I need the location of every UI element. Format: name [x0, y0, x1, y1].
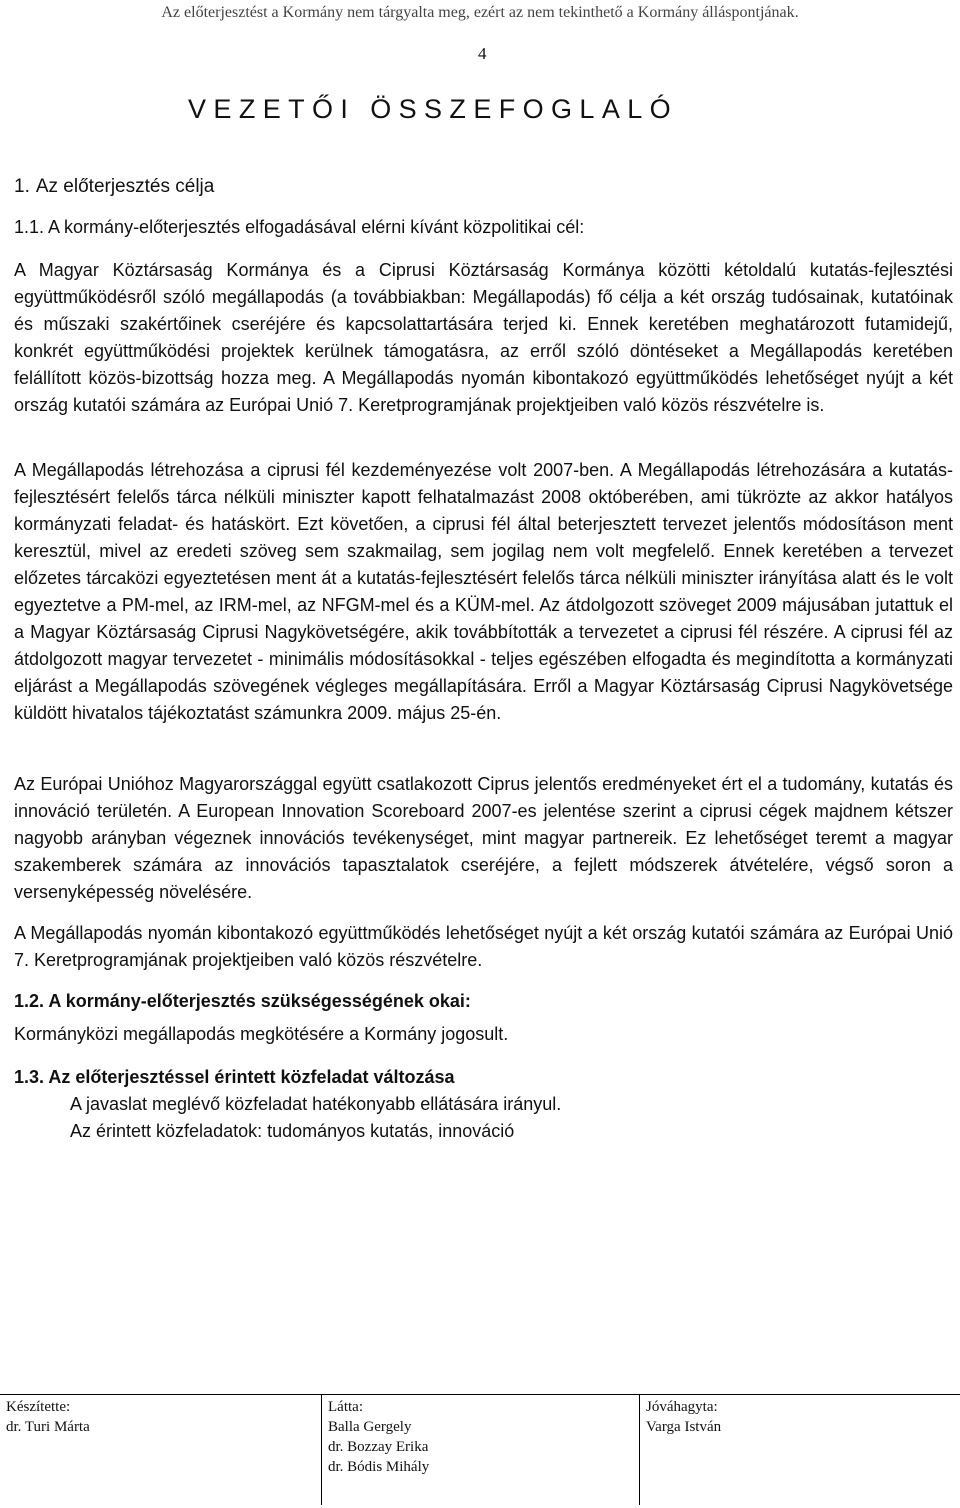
prepared-label: Készítette:	[6, 1399, 71, 1415]
section-title: Az előterjesztés célja	[35, 176, 215, 197]
approved-label: Jóváhagyta:	[646, 1399, 718, 1415]
section-number: 1.	[14, 176, 30, 197]
signature-approved	[640, 1395, 960, 1505]
document-body	[14, 214, 953, 1145]
paragraph-cyprus-results: Az Európai Unióhoz Magyarországgal együtt csatlakozott Ciprus jelentős eredményeket ért el a tudomány, kutatás és innováció területén. A European Innovation Scoreboard 2007-es jelentése szerint a ciprusi cégek majdnem kétszer nagyobb arányban végeznek innovációs tevékenységet, mint magyar partnereik. Ez lehetőséget teremt a magyar szakemberek számára az innovációs tapasztalatok cseréjére, a fejlett módszerek átvételére, végső soron a versenyképesség növelésére.	[14, 774, 953, 902]
seen-name: dr. Bozzay Erika	[328, 1439, 429, 1455]
paragraph-eu-framework: A Megállapodás nyomán kibontakozó együttműködés lehetőséget nyújt a két ország kutatói számára az Európai Unió 7. Keretprogramjának projektjeiben való közös részvételre.	[14, 923, 953, 970]
subsection-1-3-line-1: A javaslat meglévő közfeladat hatékonyabb ellátására irányul.	[70, 1094, 562, 1114]
paragraph-objective: A Magyar Köztársaság Kormánya és a Ciprusi Köztársaság Kormánya közötti kétoldalú kutatás-fejlesztési együttműködésről szóló megállapodás (a továbbiakban: Megállapodás) fő célja a két ország tudósainak, kutatóinak és műszaki szakértőinek cseréjére és kapcsolattartására terjed ki. Ennek keretében meghatározott futamidejű, konkrét együttműködési projektek kerülnek támogatásra, az erről szóló döntéseket a Megállapodás keretében felállított közös-bizottság hozza meg. A Megállapodás nyomán kibontakozó együttműködés lehetőséget nyújt a két ország kutatói számára az Európai Unió 7. Keretprogramjának projektjeiben való közös részvételre is.	[14, 260, 953, 415]
section-heading	[14, 176, 214, 198]
subsection-1-3-line-2: Az érintett közfeladatok: tudományos kutatás, innováció	[70, 1121, 515, 1141]
subsection-1-1-heading: 1.1. A kormány-előterjesztés elfogadásával elérni kívánt közpolitikai cél:	[14, 217, 585, 237]
signature-seen	[322, 1395, 640, 1505]
paragraph-history: A Megállapodás létrehozása a ciprusi fél kezdeményezése volt 2007-ben. A Megállapodás létrehozására a kutatás-fejlesztésért felelős tárca nélküli miniszter kapott felhatalmazást 2008 októberében, ami tükrözte az akkor hatályos kormányzati feladat- és hatáskört. Ezt követően, a ciprusi fél által beterjesztett tervezet jelentős módosításon ment keresztül, mivel az eredeti szöveg sem szakmailag, sem jogilag nem volt megfelelő. Ennek keretében a tervezet előzetes tárcaközi egyeztetésen ment át a kutatás-fejlesztésért felelős tárca nélküli miniszter irányítása alatt és le volt egyeztetve a PM-mel, az IRM-mel, az NFGM-mel és a KÜM-mel. Az átdolgozott szöveget 2009 májusában jutattuk el a Magyar Köztársaság Ciprusi Nagykövetségére, akik továbbították a tervezetet a ciprusi fél részére. A ciprusi fél az átdolgozott magyar tervezetet - minimális módosításokkal - teljes egészében elfogadta és megindította a kormányzati eljárást a Megállapodás szövegének végleges megállapítására. Erről a Magyar Köztársaság Ciprusi Nagykövetsége küldött hivatalos tájékoztatást számunkra 2009. május 25-én.	[14, 460, 953, 723]
subsection-1-3-heading: 1.3. Az előterjesztéssel érintett közfeladat változása	[14, 1067, 455, 1087]
header-notice: Az előterjesztést a Kormány nem tárgyalta meg, ezért az nem tekinthető a Kormány álláspontjának.	[161, 4, 799, 21]
document-title: VEZETŐI ÖSSZEFOGLALÓ	[188, 94, 679, 124]
signature-table	[0, 1394, 960, 1505]
seen-name: dr. Bódis Mihály	[328, 1459, 430, 1475]
seen-label: Látta:	[328, 1399, 363, 1415]
signature-prepared	[0, 1395, 322, 1505]
page-number: 4	[478, 44, 487, 63]
subsection-1-2-text: Kormányközi megállapodás megkötésére a Kormány jogosult.	[14, 1024, 509, 1044]
prepared-name: dr. Turi Márta	[6, 1419, 90, 1435]
subsection-1-2-heading: 1.2. A kormány-előterjesztés szükségességének okai:	[14, 991, 471, 1011]
approved-name: Varga István	[646, 1419, 722, 1435]
seen-name: Balla Gergely	[328, 1419, 412, 1435]
